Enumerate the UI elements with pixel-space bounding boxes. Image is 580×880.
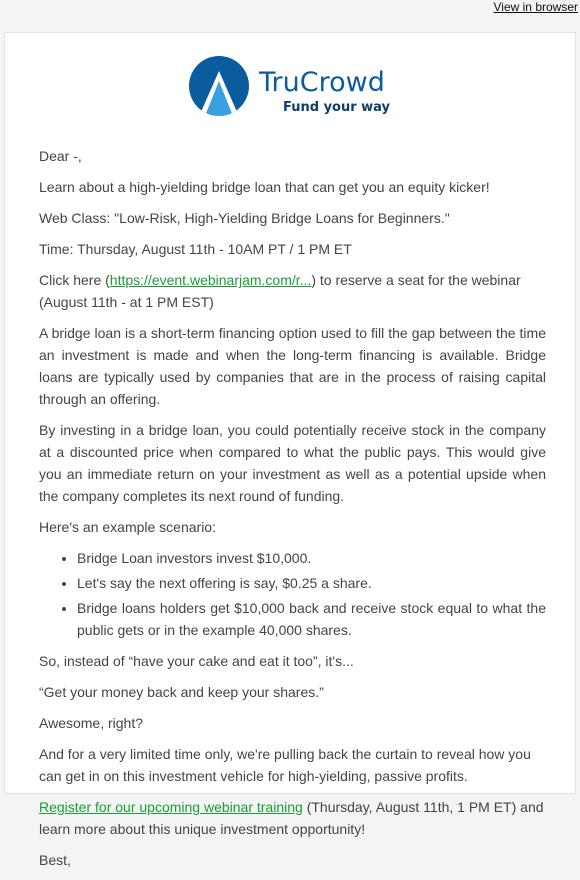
webinar-link[interactable]: https://event.webinarjam.com/r... (109, 272, 312, 288)
email-card (4, 32, 576, 868)
list-item: • Bridge loans holders get $10,000 back and receive stock equal to what the public gets or in the example 40,000 shares. (77, 597, 546, 641)
signoff: Best, (39, 852, 71, 868)
list-item: • Let's say the next offering is say, $0.25 a share. (77, 572, 546, 594)
intro-text: Learn about a high-yielding bridge loan that can get you an equity kicker! (39, 179, 490, 195)
cake-text: So, instead of “have your cake and eat it too”, it's... (39, 653, 354, 669)
register-link[interactable]: Register for our upcoming webinar training (39, 799, 303, 815)
scenario-list (39, 547, 546, 641)
click-here-paragraph (39, 269, 546, 313)
top-bar (0, 0, 580, 32)
brand-name: TruCrowd (259, 67, 385, 98)
greeting: Dear -, (39, 148, 82, 164)
trucrowd-logo (189, 55, 409, 117)
register-paragraph (39, 796, 546, 840)
register-suffix: (Thursday, August 11th, 1 PM ET) and learn more about this unique investment opportunity! (39, 799, 544, 837)
trucrowd-logo-icon (189, 55, 409, 117)
list-item: • Bridge Loan investors invest $10,000. (77, 547, 546, 569)
scenario-intro: Here's an example scenario: (39, 519, 216, 535)
money-back-text: “Get your money back and keep your shares.” (39, 684, 324, 700)
view-in-browser-link[interactable]: View in browser (493, 0, 578, 14)
limited-time-paragraph: And for a very limited time only, we're pulling back the curtain to reveal how you can get in on this investment vehicle for high-yielding, passive profits. (39, 746, 531, 784)
click-prefix: Click here ( (39, 272, 110, 288)
email-body (39, 145, 546, 880)
bridge-loan-paragraph: A bridge loan is a short-term financing option used to fill the gap between the time an investment is made and when the long-term financing is available. Bridge loans are typically used by companies that are in the process of raising capital through an offering. (39, 325, 546, 407)
web-class-text: Web Class: "Low-Risk, High-Yielding Bridge Loans for Beginners." (39, 210, 450, 226)
click-suffix: ) to reserve a seat for the webinar (August 11th - at 1 PM EST) (39, 272, 521, 310)
awesome-text: Awesome, right? (39, 715, 144, 731)
investing-paragraph: By investing in a bridge loan, you could potentially receive stock in the company at a discounted price when compared to what the public pays. This would give you an immediate return on your investment as well as a potential upside when the company completes its next round of funding. (39, 422, 546, 504)
brand-tagline: Fund your way (283, 100, 391, 115)
time-text: Time: Thursday, August 11th - 10AM PT / 1 PM ET (39, 241, 352, 257)
